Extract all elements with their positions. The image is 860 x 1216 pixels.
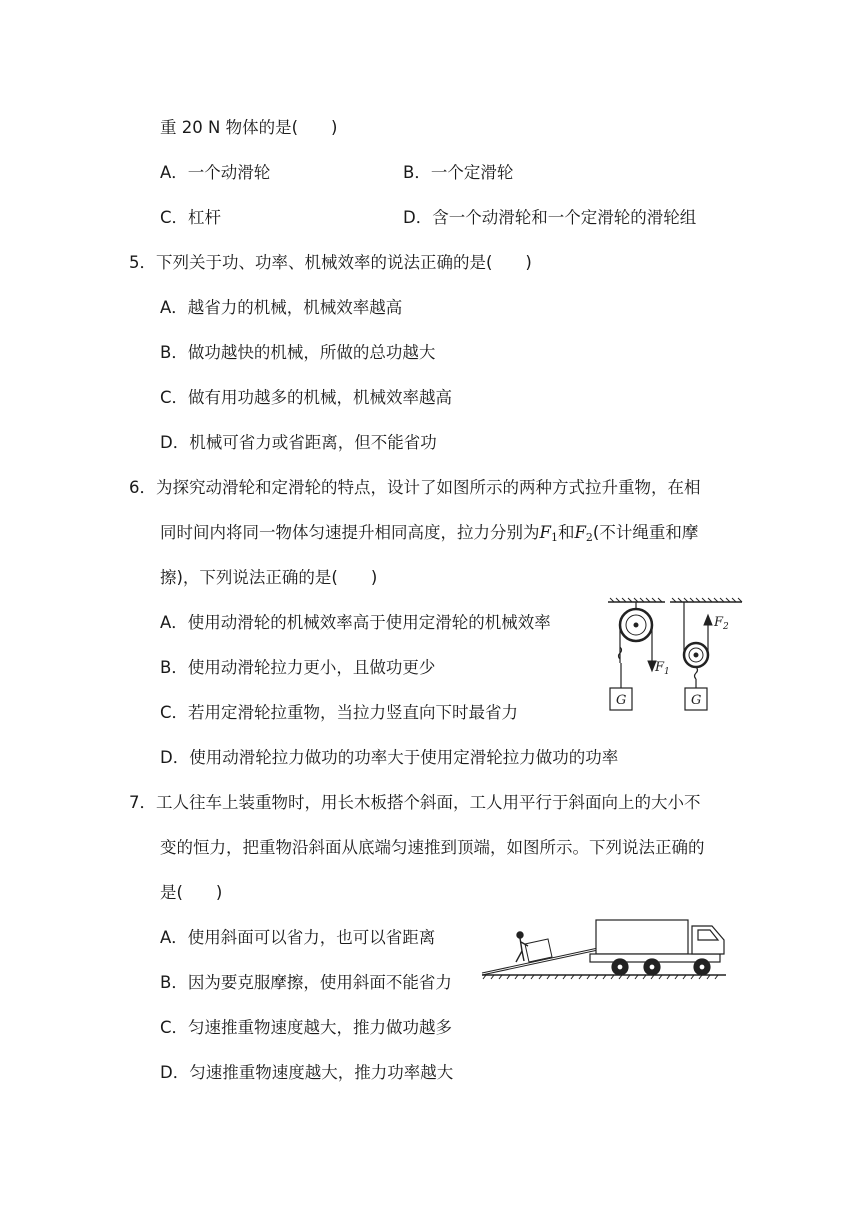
- q6-option-a: A．使用动滑轮的机械效率高于使用定滑轮的机械效率: [160, 613, 551, 632]
- q6-stem-line1: 6．为探究动滑轮和定滑轮的特点，设计了如图所示的两种方式拉升重物，在相: [129, 478, 701, 497]
- weight-g-left: G: [616, 693, 627, 708]
- q7-stem-line1: 7．工人往车上装重物时，用长木板搭个斜面，工人用平行于斜面向上的大小不: [129, 793, 701, 812]
- weight-g-right: G: [691, 693, 702, 708]
- force-f2-symbol: $F_2$: [574, 523, 593, 544]
- force-f1-symbol: $F_1$: [539, 523, 558, 544]
- q6-stem-and: 和: [557, 523, 575, 542]
- q7-option-b: B．因为要克服摩擦，使用斜面不能省力: [160, 973, 452, 992]
- pulley-figure: [600, 595, 750, 725]
- q5-stem: 5．下列关于功、功率、机械效率的说法正确的是( ): [129, 253, 532, 272]
- q7-option-d: D．匀速推重物速度越大，推力功率越大: [160, 1063, 454, 1082]
- q6-option-c: C．若用定滑轮拉重物，当拉力竖直向下时最省力: [160, 703, 519, 722]
- f2-arrow: [704, 615, 712, 625]
- q4-option-b: B．一个定滑轮: [403, 163, 514, 182]
- q4-option-d: D．含一个动滑轮和一个定滑轮的滑轮组: [403, 208, 697, 227]
- q7-stem-line2: 变的恒力，把重物沿斜面从底端匀速推到顶端，如图所示。下列说法正确的: [160, 838, 705, 857]
- q5-option-d: D．机械可省力或省距离，但不能省功: [160, 433, 437, 452]
- q6-stem-line2-a: 同时间内将同一物体匀速提升相同高度，拉力分别为: [160, 523, 540, 542]
- q7-option-a: A．使用斜面可以省力，也可以省距离: [160, 928, 436, 947]
- ceiling-right: [670, 598, 742, 602]
- q5-option-b: B．做功越快的机械，所做的总功越大: [160, 343, 436, 362]
- q6-stem-line3: 擦)，下列说法正确的是( ): [160, 568, 378, 587]
- ceiling-left: [608, 598, 665, 602]
- q6-stem-line2: [160, 522, 698, 549]
- q6-option-b: B．使用动滑轮拉力更小，且做功更少: [160, 658, 436, 677]
- f1-label: $F_1$: [655, 660, 670, 677]
- ground: [482, 975, 726, 979]
- truck: [590, 920, 724, 975]
- incline-truck-figure: [480, 912, 730, 982]
- q7-stem-line3: 是( ): [160, 883, 223, 902]
- q5-option-c: C．做有用功越多的机械，机械效率越高: [160, 388, 453, 407]
- f2-label: $F_2$: [714, 615, 729, 632]
- q4-option-a: A．一个动滑轮: [160, 163, 271, 182]
- q4-stem-continuation: 重 20 N 物体的是( ): [160, 118, 338, 137]
- q6-option-d: D．使用动滑轮拉力做功的功率大于使用定滑轮拉力做功的功率: [160, 748, 619, 767]
- q5-option-a: A．越省力的机械，机械效率越高: [160, 298, 403, 317]
- q7-option-c: C．匀速推重物速度越大，推力做功越多: [160, 1018, 453, 1037]
- q6-stem-line2-b: (不计绳重和摩: [592, 523, 699, 542]
- q4-option-c: C．杠杆: [160, 208, 222, 227]
